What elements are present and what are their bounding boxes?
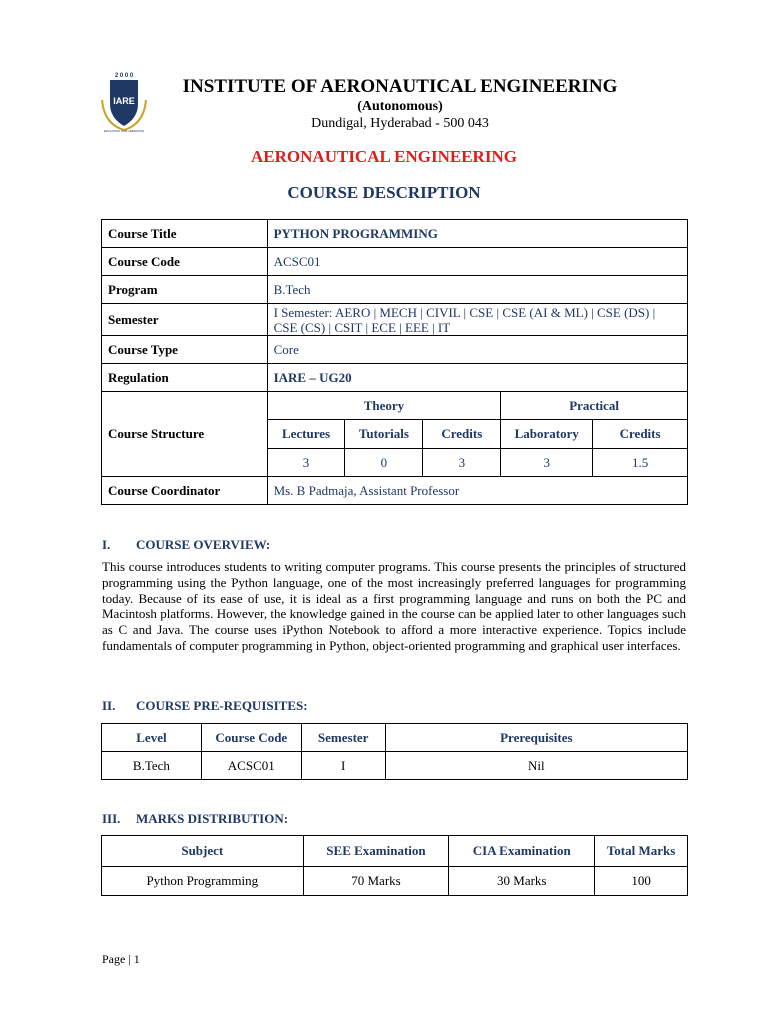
course-code-value: ACSC01 [201, 752, 301, 780]
total-header: Total Marks [595, 836, 688, 867]
program-label: Program [102, 276, 268, 304]
cia-header: CIA Examination [449, 836, 595, 867]
table-row [102, 304, 688, 336]
level-header: Level [102, 724, 202, 752]
table-row [102, 336, 688, 364]
table-row [102, 477, 688, 505]
course-code-header: Course Code [201, 724, 301, 752]
see-header: SEE Examination [303, 836, 449, 867]
table-row [102, 724, 688, 752]
marks-heading [102, 811, 288, 827]
laboratory-value: 3 [501, 449, 593, 477]
subject-header: Subject [102, 836, 304, 867]
course-title-label: Course Title [102, 220, 268, 248]
tutorials-value: 0 [345, 449, 423, 477]
regulation-value: IARE – UG20 [267, 364, 687, 392]
credits-value: 3 [423, 449, 501, 477]
course-type-value: Core [267, 336, 687, 364]
lectures-header: Lectures [267, 420, 345, 449]
semester-label: Semester [102, 304, 268, 336]
logo-year: 2 0 0 0 [114, 73, 134, 79]
institute-address: Dundigal, Hyderabad - 500 043 [311, 116, 489, 131]
department-name: AERONAUTICAL ENGINEERING [251, 147, 517, 166]
practical-credits-value: 1.5 [593, 449, 688, 477]
prereq-table [101, 723, 688, 780]
course-code-value: ACSC01 [267, 248, 687, 276]
table-row [102, 752, 688, 780]
program-value: B.Tech [267, 276, 687, 304]
credits-header: Credits [423, 420, 501, 449]
overview-text: This course introduces students to writing computer programs. This course presents the principles of structured programming using the Python language, one of the most increasingly preferred languages for programming today. Because of its ease of use, it is ideal as a first programming language and runs on both the PC and Macintosh platforms. However, the knowledge gained in the course can be applied later to other languages such as C and Java. The course uses iPython Notebook to afford a more interactive experience. Topics include fundamentals of computer programming in Python, object-oriented programming and graphical user interfaces. [102, 559, 686, 653]
section-number: II. [102, 698, 116, 713]
semester-value: I Semester: AERO | MECH | CIVIL | CSE | CSE (AI & ML) | CSE (DS) | CSE (CS) | CSIT | ECE | EEE | IT [267, 304, 687, 336]
lectures-value: 3 [267, 449, 345, 477]
see-value: 70 Marks [303, 867, 449, 896]
practical-credits-header: Credits [593, 420, 688, 449]
cia-value: 30 Marks [449, 867, 595, 896]
prerequisites-value: Nil [385, 752, 687, 780]
table-row [102, 220, 688, 248]
logo-motto: EDUCATION FOR LIBERATION [103, 129, 145, 132]
laboratory-header: Laboratory [501, 420, 593, 449]
coordinator-value: Ms. B Padmaja, Assistant Professor [267, 477, 687, 505]
practical-header: Practical [501, 392, 688, 420]
section-title: COURSE OVERVIEW: [136, 537, 271, 552]
regulation-label: Regulation [102, 364, 268, 392]
section-number: III. [102, 811, 121, 826]
table-row [102, 276, 688, 304]
table-row [102, 248, 688, 276]
subject-value: Python Programming [102, 867, 304, 896]
section-number: I. [102, 537, 111, 552]
semester-header: Semester [301, 724, 385, 752]
table-row [102, 392, 688, 420]
theory-header: Theory [267, 392, 501, 420]
level-value: B.Tech [102, 752, 202, 780]
course-title-value: PYTHON PROGRAMMING [267, 220, 687, 248]
section-title: MARKS DISTRIBUTION: [136, 811, 289, 826]
page-number: Page | 1 [102, 952, 140, 966]
total-value: 100 [595, 867, 688, 896]
course-info-table [101, 219, 688, 505]
course-structure-label: Course Structure [102, 392, 268, 477]
section-title: COURSE PRE-REQUISITES: [136, 698, 308, 713]
prereq-heading [102, 698, 308, 714]
prerequisites-header: Prerequisites [385, 724, 687, 752]
table-row [102, 867, 688, 896]
overview-heading [102, 537, 270, 553]
logo-text: IARE [113, 96, 135, 106]
marks-table [101, 835, 688, 896]
tutorials-header: Tutorials [345, 420, 423, 449]
document-title: COURSE DESCRIPTION [287, 183, 481, 202]
semester-value: I [301, 752, 385, 780]
course-type-label: Course Type [102, 336, 268, 364]
institute-name: INSTITUTE OF AERONAUTICAL ENGINEERING [182, 76, 618, 97]
iare-logo [96, 70, 152, 132]
table-row [102, 836, 688, 867]
coordinator-label: Course Coordinator [102, 477, 268, 505]
table-row [102, 364, 688, 392]
course-code-label: Course Code [102, 248, 268, 276]
autonomous-label: (Autonomous) [357, 99, 443, 114]
